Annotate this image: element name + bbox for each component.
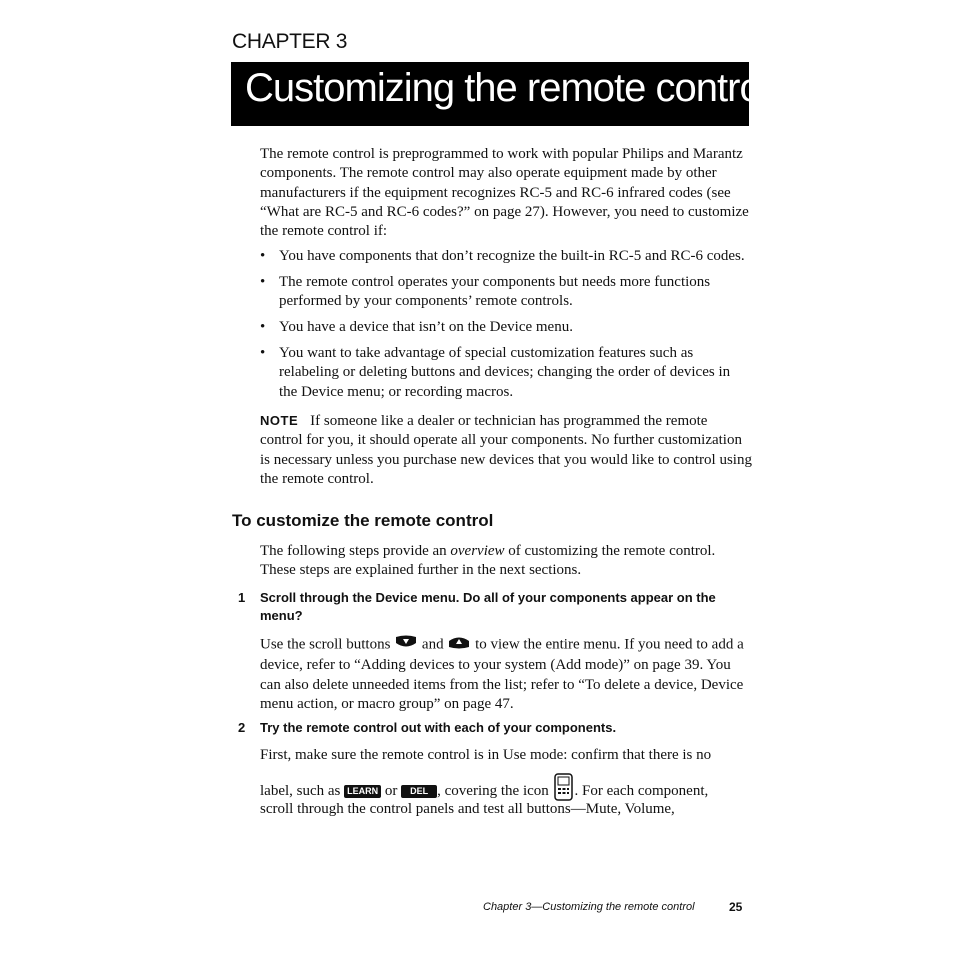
bullet-text: You want to take advantage of special customization features such as relabeling or deleting buttons and devices; changing the order of devices in the Device menu; or recording macros. <box>279 345 731 400</box>
step-text: to view the entire menu. If you need to add a device, refer to “Adding devices to your system (Add mode)” on page 39. You can also delete unneeded items from the list; refer to “To delete a device, Device menu action, or macro group” on page 47. <box>260 636 744 712</box>
bullet-text: The remote control operates your components but needs more functions performed by your components’ remote controls. <box>279 274 711 310</box>
bullet-mark: • <box>260 248 266 264</box>
scroll-down-icon <box>394 634 418 656</box>
intro-paragraph: The remote control is preprogrammed to work with popular Philips and Marantz components. The remote control may also operate equipment made by other manufacturers if the equipment recognizes RC-5 and RC-6 infrared codes (see “What are RC-5 and RC-6 codes?” on page 27). However, you need to customize the remote control if: <box>260 146 749 240</box>
step-number: 2 <box>238 720 246 735</box>
section-intro <box>260 542 752 581</box>
step-2-line-1: First, make sure the remote control is in Use mode: confirm that there is no <box>260 747 712 763</box>
step-title: Scroll through the Device menu. Do all of your components appear on the menu? <box>260 590 716 623</box>
section-intro-text: of customizing the remote control. These steps are explained further in the next sections. <box>260 543 716 579</box>
bullet-mark: • <box>260 274 266 290</box>
note-block <box>260 411 752 489</box>
step-text: Use the scroll buttons <box>260 636 395 653</box>
section-intro-text: The following steps provide an <box>260 543 451 559</box>
note-text: If someone like a dealer or technician has programmed the remote control for you, it should operate all your components. No further customization is necessary unless you purchase new devices that you would like to control using the remote control. <box>260 413 752 487</box>
step-text: or <box>381 782 402 799</box>
bullet-mark: • <box>260 319 266 335</box>
note-label: NOTE <box>260 413 299 428</box>
step-2-line-3: scroll through the control panels and test all buttons—Mute, Volume, <box>260 801 675 817</box>
bullet-text: You have a device that isn’t on the Device menu. <box>279 319 573 335</box>
scroll-up-icon <box>447 634 471 656</box>
del-badge: DEL <box>401 785 437 798</box>
step-text: , covering the icon <box>437 782 553 799</box>
learn-badge: LEARN <box>344 785 381 798</box>
title-banner <box>231 62 769 126</box>
bullet-mark: • <box>260 345 266 361</box>
step-text: label, such as <box>260 782 345 799</box>
page-number: 25 <box>729 900 743 914</box>
step-text: and <box>418 636 448 653</box>
chapter-label: CHAPTER 3 <box>232 30 348 53</box>
running-footer: Chapter 3—Customizing the remote control <box>483 901 695 913</box>
step-text: . For each component, <box>574 782 709 799</box>
page-title: Customizing the remote control <box>245 66 769 110</box>
section-intro-emphasis: overview <box>450 543 505 559</box>
step-1-body <box>260 634 752 714</box>
step-number: 1 <box>238 590 246 605</box>
step-title: Try the remote control out with each of your components. <box>260 720 617 735</box>
bullet-text: You have components that don’t recognize the built-in RC-5 and RC-6 codes. <box>279 248 745 264</box>
section-heading: To customize the remote control <box>232 511 494 530</box>
